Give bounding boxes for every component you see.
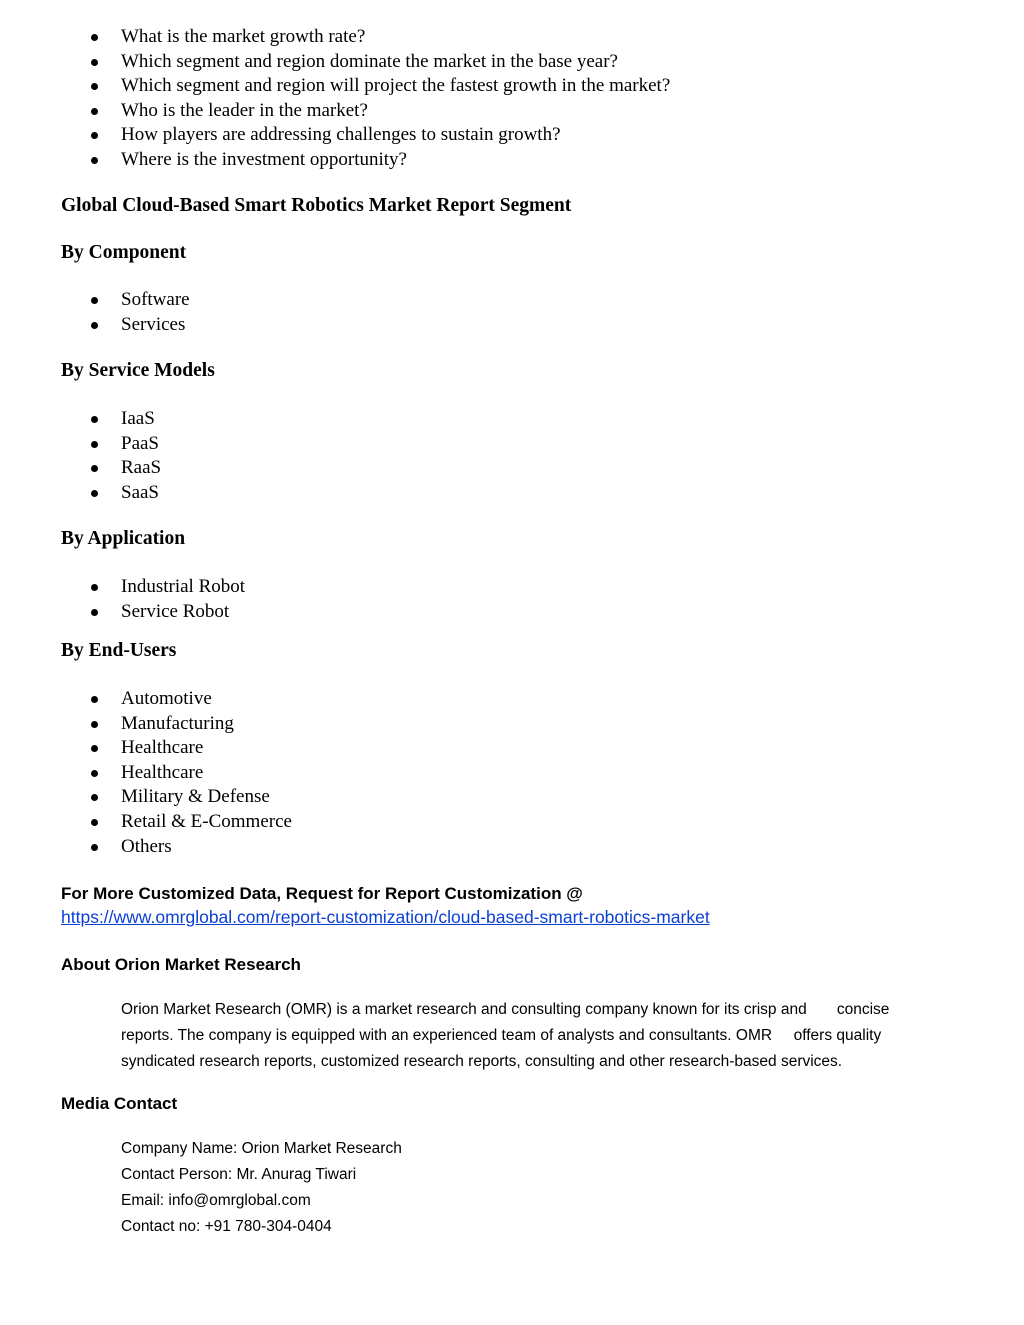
list-item: PaaS [0,432,1024,457]
list-item: Automotive [0,687,1024,712]
bullet-icon [91,770,98,777]
about-line: syndicated research reports, customized research reports, consulting and other research-based services. [121,1053,843,1070]
bullet-icon [91,745,98,752]
component-list [0,288,1024,337]
contact-person: Contact Person: Mr. Anurag Tiwari [121,1166,357,1183]
bullet-icon [91,465,98,472]
bullet-icon [91,34,98,41]
bullet-icon [91,132,98,139]
application-list [0,575,1024,624]
list-item: Retail & E-Commerce [0,810,1024,835]
list-item: What is the market growth rate? [0,25,1024,50]
list-item: Industrial Robot [0,575,1024,600]
list-item: Service Robot [0,600,1024,625]
about-line: reports. The company is equipped with an experienced team of analysts and consultants. OMR offers quality [121,1027,882,1044]
bullet-icon [91,59,98,66]
contact-email: Email: info@omrglobal.com [121,1192,311,1209]
list-item: Who is the leader in the market? [0,99,1024,124]
list-item: Military & Defense [0,785,1024,810]
customization-link[interactable]: https://www.omrglobal.com/report-customization/cloud-based-smart-robotics-market [61,907,710,927]
list-item: Others [0,835,1024,860]
about-line: Orion Market Research (OMR) is a market research and consulting company known for its crisp and concise [121,1001,890,1018]
bullet-icon [91,416,98,423]
list-item: RaaS [0,456,1024,481]
bullet-icon [91,609,98,616]
company-name: Company Name: Orion Market Research [121,1140,402,1157]
list-item: Manufacturing [0,712,1024,737]
contact-number: Contact no: +91 780-304-0404 [121,1218,332,1235]
bullet-icon [91,297,98,304]
customization-heading: For More Customized Data, Request for Report Customization @ [61,884,583,903]
bullet-icon [91,441,98,448]
list-item: SaaS [0,481,1024,506]
list-item: IaaS [0,407,1024,432]
list-item: Which segment and region will project the fastest growth in the market? [0,74,1024,99]
by-service-models-heading: By Service Models [61,360,215,381]
by-end-users-heading: By End-Users [61,640,177,661]
bullet-icon [91,157,98,164]
bullet-icon [91,819,98,826]
segment-title: Global Cloud-Based Smart Robotics Market Report Segment [61,195,572,216]
bullet-icon [91,322,98,329]
bullet-icon [91,83,98,90]
bullet-icon [91,794,98,801]
end-users-list [0,687,1024,859]
list-item: Where is the investment opportunity? [0,148,1024,173]
list-item: How players are addressing challenges to sustain growth? [0,123,1024,148]
list-item: Healthcare [0,736,1024,761]
key-questions-list [0,25,1024,173]
service-models-list [0,407,1024,505]
media-contact-details [121,1136,402,1240]
bullet-icon [91,584,98,591]
bullet-icon [91,108,98,115]
bullet-icon [91,844,98,851]
list-item: Healthcare [0,761,1024,786]
bullet-icon [91,721,98,728]
list-item: Which segment and region dominate the market in the base year? [0,50,1024,75]
by-application-heading: By Application [61,528,186,549]
list-item: Services [0,313,1024,338]
media-contact-heading: Media Contact [61,1094,178,1113]
bullet-icon [91,696,98,703]
bullet-icon [91,490,98,497]
by-component-heading: By Component [61,242,187,263]
list-item: Software [0,288,1024,313]
about-heading: About Orion Market Research [61,955,301,974]
about-paragraph [121,997,951,1075]
